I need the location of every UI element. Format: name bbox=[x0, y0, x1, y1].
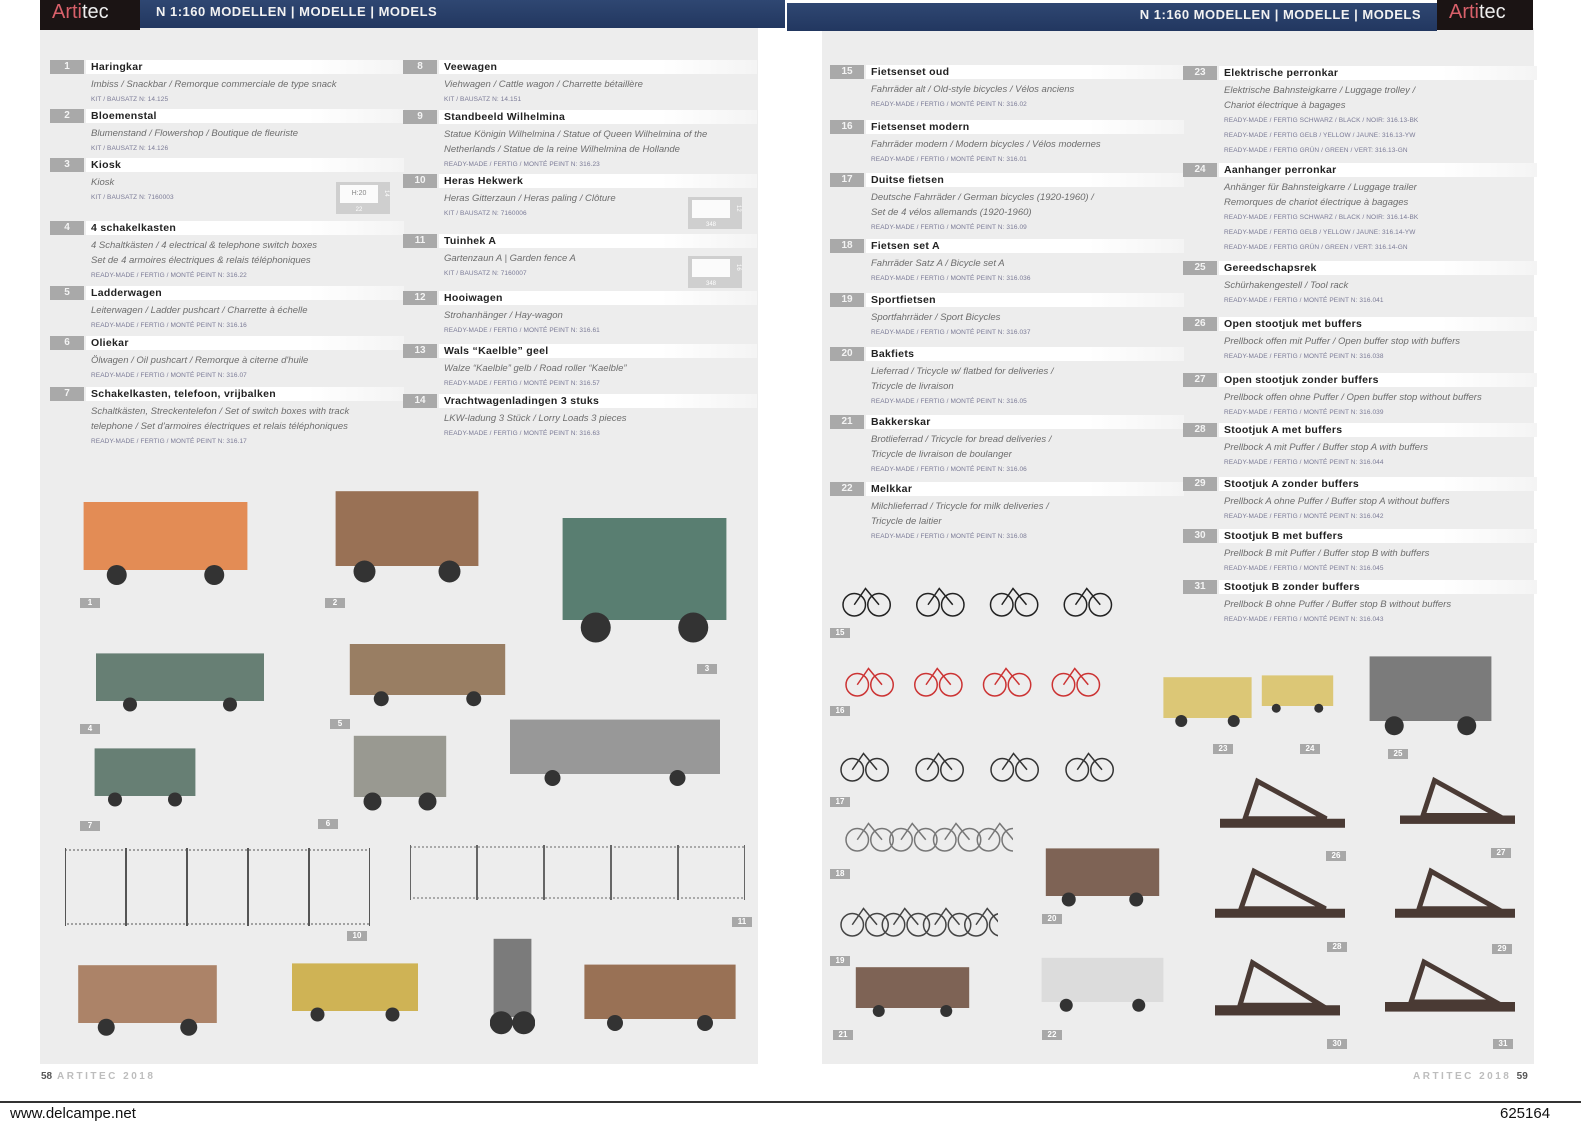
scan-border bbox=[0, 1101, 1581, 1103]
product-photo bbox=[410, 845, 745, 900]
item-title: Melkkar bbox=[866, 482, 1184, 496]
product-photo bbox=[1215, 860, 1345, 935]
article-code: READY-MADE / FERTIG / MONTÉ PEINT N: 316.16 bbox=[91, 322, 247, 329]
product-photo bbox=[80, 645, 280, 715]
product-photo bbox=[1220, 770, 1345, 845]
article-code: READY-MADE / FERTIG / MONTÉ PEINT N: 316.23 bbox=[444, 161, 600, 168]
article-code: READY-MADE / FERTIG GRÜN / GREEN / VERT: 316.14-GN bbox=[1224, 244, 1408, 251]
dimension-height: H:20 bbox=[340, 185, 378, 203]
article-code: READY-MADE / FERTIG / MONTÉ PEINT N: 316.042 bbox=[1224, 513, 1384, 520]
product-photo bbox=[65, 848, 370, 926]
photo-number-tag: 21 bbox=[833, 1030, 853, 1040]
dimension-depth: 14 bbox=[383, 190, 389, 197]
description-line: 4 Schaltkästen / 4 electrical & telephone switch boxes bbox=[91, 240, 318, 251]
item-description bbox=[871, 499, 1181, 544]
article-code: READY-MADE / FERTIG / MONTÉ PEINT N: 316.039 bbox=[1224, 409, 1384, 416]
product-photo bbox=[1395, 860, 1515, 935]
article-code: READY-MADE / FERTIG / MONTÉ PEINT N: 316.037 bbox=[871, 329, 1031, 336]
description-line: Fahrräder Satz A / Bicycle set A bbox=[871, 258, 1005, 269]
photo-number-tag: 6 bbox=[318, 819, 338, 829]
description-line: Set de 4 armoires électriques & relais téléphoniques bbox=[91, 255, 311, 266]
photo-number-tag: 31 bbox=[1493, 1039, 1513, 1049]
article-code: READY-MADE / FERTIG / MONTÉ PEINT N: 316.08 bbox=[871, 533, 1027, 540]
photo-number-tag: 23 bbox=[1213, 744, 1233, 754]
item-title: Aanhanger perronkar bbox=[1219, 163, 1537, 177]
description-line: Anhänger für Bahnsteigkarre / Luggage trailer bbox=[1224, 182, 1417, 193]
dimension-width: 348 bbox=[705, 222, 716, 228]
item-title: Wals “Kaelble” geel bbox=[439, 344, 757, 358]
description-line: Prellbock A mit Puffer / Buffer stop A with buffers bbox=[1224, 442, 1428, 453]
item-number: 6 bbox=[50, 336, 84, 350]
article-code: READY-MADE / FERTIG / MONTÉ PEINT N: 316.07 bbox=[91, 372, 247, 379]
product-photo bbox=[835, 575, 1130, 620]
item-description bbox=[91, 353, 401, 383]
item-number: 21 bbox=[830, 415, 864, 429]
dimension-box bbox=[688, 256, 742, 288]
item-description bbox=[871, 256, 1181, 286]
article-code: READY-MADE / FERTIG / MONTÉ PEINT N: 316.038 bbox=[1224, 353, 1384, 360]
item-title: Stootjuk B zonder buffers bbox=[1219, 580, 1537, 594]
article-code: READY-MADE / FERTIG / MONTÉ PEINT N: 316.09 bbox=[871, 224, 1027, 231]
item-number: 14 bbox=[403, 394, 437, 408]
item-number: 26 bbox=[1183, 317, 1217, 331]
item-description bbox=[871, 137, 1181, 167]
product-photo bbox=[838, 810, 1013, 855]
description-line: Elektrische Bahnsteigkarre / Luggage trolley / bbox=[1224, 85, 1416, 96]
product-photo bbox=[1255, 670, 1340, 715]
artitec-logo-right: Artitec bbox=[1437, 0, 1533, 30]
item-title: Bloemenstal bbox=[86, 109, 404, 123]
description-line: Ölwagen / Oil pushcart / Remorque à citerne d'huile bbox=[91, 355, 309, 366]
footer-left: 58 ARTITEC 2018 bbox=[41, 1071, 156, 1082]
description-line: Schürhakengestell / Tool rack bbox=[1224, 280, 1349, 291]
item-description bbox=[1224, 180, 1534, 255]
item-number: 15 bbox=[830, 65, 864, 79]
description-line: Prellbock B ohne Puffer / Buffer stop B without buffers bbox=[1224, 599, 1452, 610]
dimension-depth: 16 bbox=[735, 264, 741, 271]
item-number: 24 bbox=[1183, 163, 1217, 177]
dimension-height bbox=[692, 200, 730, 218]
item-description bbox=[871, 190, 1181, 235]
product-photo bbox=[570, 955, 750, 1035]
item-number: 25 bbox=[1183, 261, 1217, 275]
description-line: Fahrräder modern / Modern bicycles / Vélos modernes bbox=[871, 139, 1101, 150]
item-number: 30 bbox=[1183, 529, 1217, 543]
photo-number-tag: 22 bbox=[1042, 1030, 1062, 1040]
photo-number-tag: 17 bbox=[830, 797, 850, 807]
item-description bbox=[1224, 334, 1534, 364]
description-line: Milchlieferrad / Tricycle for milk deliveries / bbox=[871, 501, 1049, 512]
article-code: READY-MADE / FERTIG / MONTÉ PEINT N: 316.045 bbox=[1224, 565, 1384, 572]
article-code: KIT / BAUSATZ N: 7160003 bbox=[91, 194, 174, 201]
product-photo bbox=[1385, 950, 1515, 1030]
photo-number-tag: 7 bbox=[80, 821, 100, 831]
description-line: Statue Königin Wilhelmina / Statue of Queen Wilhelmina of the bbox=[444, 129, 708, 140]
description-line: Prellbock offen ohne Puffer / Open buffer stop without buffers bbox=[1224, 392, 1482, 403]
article-code: READY-MADE / FERTIG / MONTÉ PEINT N: 316.044 bbox=[1224, 459, 1384, 466]
photo-number-tag: 1 bbox=[80, 598, 100, 608]
product-photo bbox=[322, 478, 492, 588]
item-title: Ladderwagen bbox=[86, 286, 404, 300]
item-title: Bakkerskar bbox=[866, 415, 1184, 429]
photo-number-tag: 18 bbox=[830, 869, 850, 879]
item-description bbox=[1224, 278, 1534, 308]
item-number: 27 bbox=[1183, 373, 1217, 387]
item-number: 29 bbox=[1183, 477, 1217, 491]
product-photo bbox=[85, 740, 205, 810]
photo-number-tag: 28 bbox=[1327, 942, 1347, 952]
article-code: READY-MADE / FERTIG / MONTÉ PEINT N: 316.61 bbox=[444, 327, 600, 334]
item-title: Oliekar bbox=[86, 336, 404, 350]
item-title: Duitse fietsen bbox=[866, 173, 1184, 187]
item-number: 7 bbox=[50, 387, 84, 401]
photo-number-tag: 20 bbox=[1042, 914, 1062, 924]
header-bar-right bbox=[787, 3, 1437, 31]
article-code: READY-MADE / FERTIG / MONTÉ PEINT N: 316.043 bbox=[1224, 616, 1384, 623]
article-code: READY-MADE / FERTIG SCHWARZ / BLACK / NOIR: 316.14-BK bbox=[1224, 214, 1419, 221]
item-description bbox=[91, 404, 401, 449]
photo-number-tag: 2 bbox=[325, 598, 345, 608]
item-title: Stootjuk B met buffers bbox=[1219, 529, 1537, 543]
description-line: Fahrräder alt / Old-style bicycles / Vélos anciens bbox=[871, 84, 1075, 95]
item-title: Open stootjuk met buffers bbox=[1219, 317, 1537, 331]
description-line: Deutsche Fahrräder / German bicycles (1920-1960) / bbox=[871, 192, 1094, 203]
description-line: Prellbock A ohne Puffer / Buffer stop A without buffers bbox=[1224, 496, 1450, 507]
photo-number-tag: 24 bbox=[1300, 744, 1320, 754]
description-line: Lieferrad / Tricycle w/ flatbed for deliveries / bbox=[871, 366, 1054, 377]
product-photo bbox=[1030, 950, 1175, 1015]
product-photo bbox=[490, 925, 535, 1040]
item-description bbox=[1224, 597, 1534, 627]
item-number: 22 bbox=[830, 482, 864, 496]
description-line: Tricycle de laitier bbox=[871, 516, 942, 527]
item-title: Elektrische perronkar bbox=[1219, 66, 1537, 80]
article-code: READY-MADE / FERTIG GRÜN / GREEN / VERT: 316.13-GN bbox=[1224, 147, 1408, 154]
item-number: 12 bbox=[403, 291, 437, 305]
item-number: 31 bbox=[1183, 580, 1217, 594]
product-photo bbox=[838, 655, 1113, 700]
item-description bbox=[444, 411, 754, 441]
item-description bbox=[91, 303, 401, 333]
description-line: LKW-ladung 3 Stück / Lorry Loads 3 pieces bbox=[444, 413, 627, 424]
description-line: Chariot électrique à bagages bbox=[1224, 100, 1346, 111]
item-description bbox=[444, 361, 754, 391]
article-code: READY-MADE / FERTIG / MONTÉ PEINT N: 316.036 bbox=[871, 275, 1031, 282]
item-number: 10 bbox=[403, 174, 437, 188]
item-description bbox=[1224, 494, 1534, 524]
product-photo bbox=[280, 955, 430, 1025]
photo-number-tag: 3 bbox=[697, 664, 717, 674]
header-title-left: N 1:160 MODELLEN | MODELLE | MODELS bbox=[156, 4, 438, 19]
watermark-id: 625164 bbox=[1500, 1105, 1551, 1122]
photo-number-tag: 26 bbox=[1326, 851, 1346, 861]
product-photo bbox=[1215, 950, 1340, 1035]
photo-number-tag: 30 bbox=[1327, 1039, 1347, 1049]
product-photo bbox=[1400, 770, 1515, 840]
product-photo bbox=[833, 740, 1133, 785]
photo-number-tag: 15 bbox=[830, 628, 850, 638]
dimension-width: 348 bbox=[705, 281, 716, 287]
item-title: 4 schakelkasten bbox=[86, 221, 404, 235]
item-description bbox=[871, 82, 1181, 112]
article-code: READY-MADE / FERTIG / MONTÉ PEINT N: 316.57 bbox=[444, 380, 600, 387]
description-line: Schaltkästen, Streckentelefon / Set of switch boxes with track bbox=[91, 406, 350, 417]
article-code: READY-MADE / FERTIG / MONTÉ PEINT N: 316.22 bbox=[91, 272, 247, 279]
product-photo bbox=[833, 895, 998, 940]
description-line: Kiosk bbox=[91, 177, 115, 188]
item-title: Sportfietsen bbox=[866, 293, 1184, 307]
item-description bbox=[444, 308, 754, 338]
article-code: READY-MADE / FERTIG / MONTÉ PEINT N: 316.041 bbox=[1224, 297, 1384, 304]
dimension-depth: 12 bbox=[735, 205, 741, 212]
item-title: Vrachtwagenladingen 3 stuks bbox=[439, 394, 757, 408]
item-number: 8 bbox=[403, 60, 437, 74]
item-title: Haringkar bbox=[86, 60, 404, 74]
item-number: 19 bbox=[830, 293, 864, 307]
item-title: Fietsenset modern bbox=[866, 120, 1184, 134]
description-line: Leiterwagen / Ladder pushcart / Charrette à échelle bbox=[91, 305, 308, 316]
photo-number-tag: 16 bbox=[830, 706, 850, 716]
description-line: Tricycle de livraison bbox=[871, 381, 954, 392]
photo-number-tag: 5 bbox=[330, 719, 350, 729]
item-title: Standbeeld Wilhelmina bbox=[439, 110, 757, 124]
item-number: 13 bbox=[403, 344, 437, 358]
description-line: Viehwagen / Cattle wagon / Charrette bétaillère bbox=[444, 79, 643, 90]
description-line: Blumenstand / Flowershop / Boutique de fleuriste bbox=[91, 128, 299, 139]
article-code: KIT / BAUSATZ N: 7160007 bbox=[444, 270, 527, 277]
dimension-box bbox=[688, 197, 742, 229]
item-title: Stootjuk A zonder buffers bbox=[1219, 477, 1537, 491]
description-line: telephone / Set d'armoires électriques et relais téléphoniques bbox=[91, 421, 348, 432]
description-line: Strohanhänger / Hay-wagon bbox=[444, 310, 563, 321]
product-photo bbox=[547, 500, 742, 650]
photo-number-tag: 27 bbox=[1491, 848, 1511, 858]
item-number: 28 bbox=[1183, 423, 1217, 437]
item-number: 3 bbox=[50, 158, 84, 172]
item-description bbox=[871, 310, 1181, 340]
product-photo bbox=[65, 955, 230, 1040]
description-line: Set de 4 vélos allemands (1920-1960) bbox=[871, 207, 1032, 218]
watermark-site: www.delcampe.net bbox=[10, 1105, 136, 1122]
dimension-width: 22 bbox=[355, 207, 363, 213]
item-description bbox=[444, 77, 754, 107]
footer-right: ARTITEC 2018 59 bbox=[1413, 1071, 1528, 1082]
dimension-box bbox=[336, 182, 390, 214]
article-code: READY-MADE / FERTIG / MONTÉ PEINT N: 316.17 bbox=[91, 438, 247, 445]
article-code: READY-MADE / FERTIG SCHWARZ / BLACK / NOIR: 316.13-BK bbox=[1224, 117, 1419, 124]
header-title-right: N 1:160 MODELLEN | MODELLE | MODELS bbox=[1139, 7, 1421, 22]
description-line: Heras Gitterzaun / Heras paling / Clôture bbox=[444, 193, 616, 204]
photo-number-tag: 29 bbox=[1492, 944, 1512, 954]
description-line: Tricycle de livraison de boulanger bbox=[871, 449, 1012, 460]
item-number: 1 bbox=[50, 60, 84, 74]
article-code: READY-MADE / FERTIG / MONTÉ PEINT N: 316.63 bbox=[444, 430, 600, 437]
article-code: READY-MADE / FERTIG / MONTÉ PEINT N: 316.01 bbox=[871, 156, 1027, 163]
product-photo bbox=[1358, 645, 1503, 740]
item-title: Stootjuk A met buffers bbox=[1219, 423, 1537, 437]
description-line: Walze “Kaelble” gelb / Road roller “Kaelble” bbox=[444, 363, 627, 374]
header-bar-left bbox=[140, 0, 785, 28]
item-number: 20 bbox=[830, 347, 864, 361]
article-code: READY-MADE / FERTIG GELB / YELLOW / JAUNE: 316.13-YW bbox=[1224, 132, 1416, 139]
article-code: READY-MADE / FERTIG GELB / YELLOW / JAUNE: 316.14-YW bbox=[1224, 229, 1416, 236]
item-description bbox=[871, 364, 1181, 409]
item-description bbox=[1224, 83, 1534, 158]
item-number: 5 bbox=[50, 286, 84, 300]
photo-number-tag: 11 bbox=[732, 917, 752, 927]
description-line: Prellbock B mit Puffer / Buffer stop B with buffers bbox=[1224, 548, 1430, 559]
item-title: Fietsen set A bbox=[866, 239, 1184, 253]
item-description bbox=[1224, 440, 1534, 470]
description-line: Netherlands / Statue de la reine Wilhelmina de Hollande bbox=[444, 144, 680, 155]
item-title: Tuinhek A bbox=[439, 234, 757, 248]
item-title: Hooiwagen bbox=[439, 291, 757, 305]
item-title: Veewagen bbox=[439, 60, 757, 74]
article-code: KIT / BAUSATZ N: 14.126 bbox=[91, 145, 169, 152]
item-number: 16 bbox=[830, 120, 864, 134]
item-description bbox=[91, 77, 401, 107]
product-photo bbox=[335, 635, 520, 710]
product-photo bbox=[68, 490, 263, 590]
dimension-height bbox=[692, 259, 730, 277]
description-line: Gartenzaun A | Garden fence A bbox=[444, 253, 576, 264]
item-description bbox=[1224, 546, 1534, 576]
product-photo bbox=[345, 725, 455, 815]
item-number: 4 bbox=[50, 221, 84, 235]
product-photo bbox=[1155, 670, 1260, 730]
description-line: Imbiss / Snackbar / Remorque commerciale de type snack bbox=[91, 79, 337, 90]
product-photo bbox=[845, 960, 980, 1020]
item-title: Open stootjuk zonder buffers bbox=[1219, 373, 1537, 387]
article-code: READY-MADE / FERTIG / MONTÉ PEINT N: 316.02 bbox=[871, 101, 1027, 108]
item-description bbox=[444, 127, 754, 172]
item-description bbox=[91, 238, 401, 283]
item-title: Fietsenset oud bbox=[866, 65, 1184, 79]
item-title: Kiosk bbox=[86, 158, 404, 172]
item-title: Gereedschapsrek bbox=[1219, 261, 1537, 275]
article-code: READY-MADE / FERTIG / MONTÉ PEINT N: 316.05 bbox=[871, 398, 1027, 405]
item-description bbox=[91, 126, 401, 156]
article-code: KIT / BAUSATZ N: 14.125 bbox=[91, 96, 169, 103]
article-code: READY-MADE / FERTIG / MONTÉ PEINT N: 316.06 bbox=[871, 466, 1027, 473]
item-number: 17 bbox=[830, 173, 864, 187]
description-line: Remorques de chariot électrique à bagages bbox=[1224, 197, 1409, 208]
artitec-logo-left: Artitec bbox=[40, 0, 140, 30]
item-number: 18 bbox=[830, 239, 864, 253]
description-line: Brotlieferrad / Tricycle for bread deliveries / bbox=[871, 434, 1052, 445]
photo-number-tag: 19 bbox=[830, 956, 850, 966]
product-photo bbox=[490, 710, 740, 790]
photo-number-tag: 4 bbox=[80, 724, 100, 734]
item-number: 11 bbox=[403, 234, 437, 248]
photo-number-tag: 10 bbox=[347, 931, 367, 941]
article-code: KIT / BAUSATZ N: 7160006 bbox=[444, 210, 527, 217]
description-line: Prellbock offen mit Puffer / Open buffer stop with buffers bbox=[1224, 336, 1461, 347]
photo-number-tag: 25 bbox=[1388, 749, 1408, 759]
product-photo bbox=[1035, 840, 1170, 910]
item-number: 23 bbox=[1183, 66, 1217, 80]
item-title: Heras Hekwerk bbox=[439, 174, 757, 188]
item-title: Bakfiets bbox=[866, 347, 1184, 361]
item-description bbox=[871, 432, 1181, 477]
article-code: KIT / BAUSATZ N: 14.151 bbox=[444, 96, 522, 103]
item-title: Schakelkasten, telefoon, vrijbalken bbox=[86, 387, 404, 401]
item-number: 9 bbox=[403, 110, 437, 124]
item-description bbox=[1224, 390, 1534, 420]
description-line: Sportfahrräder / Sport Bicycles bbox=[871, 312, 1001, 323]
item-number: 2 bbox=[50, 109, 84, 123]
